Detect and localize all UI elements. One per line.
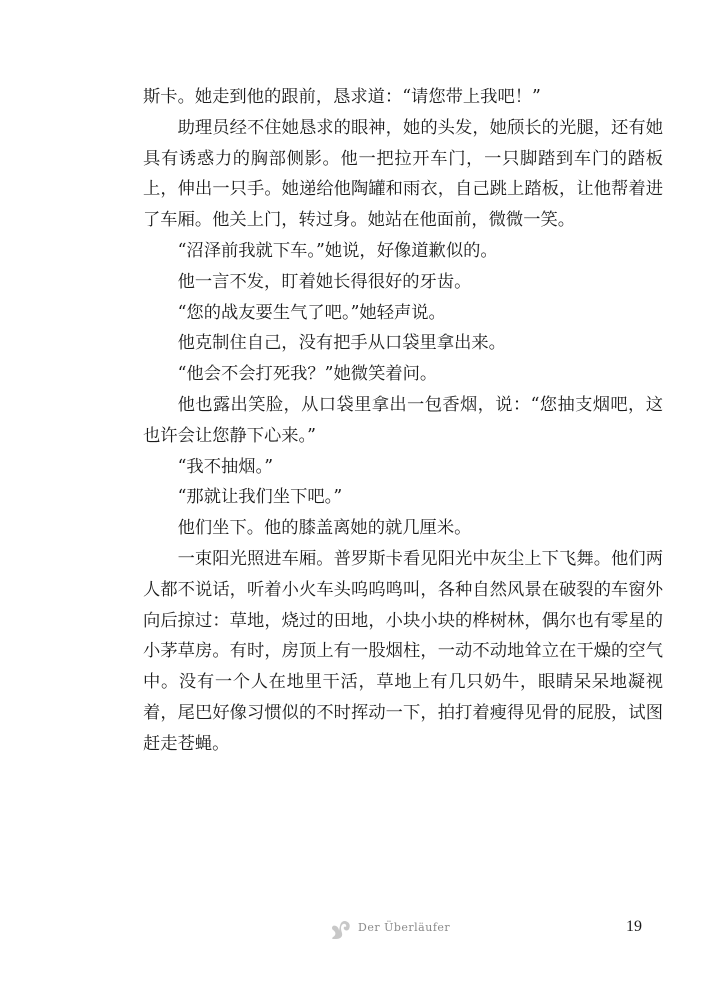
footer-book-title: Der Überläufer <box>358 921 451 934</box>
paragraph: 他们坐下。他的膝盖离她的就几厘米。 <box>177 518 472 539</box>
paragraph: 一束阳光照进车厢。普罗斯卡看见阳光中灰尘上下飞舞。他们两人都不说话，听着小火车头呜呜鸣叫，各种自然风景在破裂的车窗外向后掠过：草地，烧过的田地，小块小块的桦树林，偶尔也有零星的小茅草房。有时，房顶上有一股烟柱，一动不动地耸立在干燥的空气中。没有一个人在地里干活，草地上有几只奶牛，眼睛呆呆地凝视着，尾巴好像习惯似的不时挥动一下，拍打着瘦得见骨的屁股，试图赶走苍蝇。 <box>143 548 663 754</box>
page-number: 19 <box>626 918 642 935</box>
paragraph: 他一言不发，盯着她长得很好的牙齿。 <box>177 271 472 292</box>
page-footer <box>0 918 705 942</box>
paragraph-continuation: 斯卡。她走到他的跟前，恳求道：“请您带上我吧！” <box>143 87 541 107</box>
paragraph: “我不抽烟。” <box>177 456 274 477</box>
paragraph: 助理员经不住她恳求的眼神，她的头发，她颀长的光腿，还有她具有诱惑力的胸部侧影。他一把拉开车门，一只脚踏到车门的踏板上，伸出一只手。她递给他陶罐和雨衣，自己跳上踏板，让他帮着进了车厢。他关上门，转过身。她站在他面前，微微一笑。 <box>143 117 663 231</box>
paragraph: “那就让我们坐下吧。” <box>177 487 343 508</box>
paragraph: 他克制住自己，没有把手从口袋里拿出来。 <box>177 333 506 354</box>
squirrel-logo-icon <box>330 920 352 940</box>
paragraph: “他会不会打死我？”她微笑着问。 <box>177 364 438 385</box>
body-text <box>143 82 663 760</box>
paragraph: “您的战友要生气了吧。”她轻声说。 <box>177 302 446 323</box>
paragraph: 他也露出笑脸，从口袋里拿出一包香烟，说：“您抽支烟吧，这也许会让您静下心来。” <box>143 394 663 446</box>
paragraph: “沼泽前我就下车。”她说，好像道歉似的。 <box>177 240 498 261</box>
